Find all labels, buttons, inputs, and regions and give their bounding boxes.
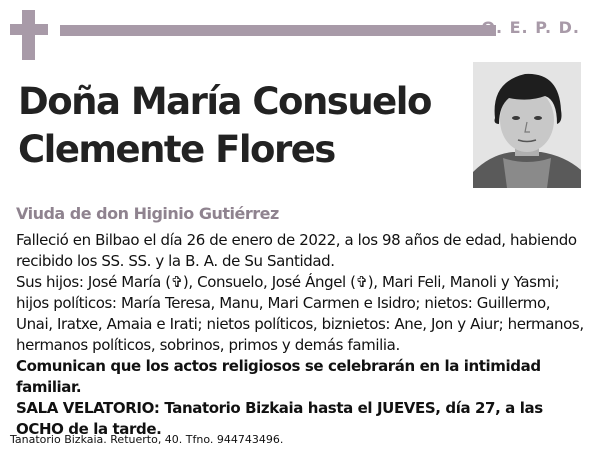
deceased-name-line2: Clemente Flores — [18, 128, 335, 171]
deceased-name-line1: Doña María Consuelo — [18, 80, 431, 123]
death-paragraph: Falleció en Bilbao el día 26 de enero de 2022, a los 98 años de edad, habiendo recibido los SS. SS. y la B. A. de Su Santidad. — [16, 231, 577, 270]
qepd-label: Q. E. P. D. — [481, 18, 580, 37]
header-rule — [60, 25, 496, 36]
deceased-name — [18, 78, 458, 174]
cross-icon — [10, 10, 48, 60]
widow-subtitle: Viuda de don Higinio Gutiérrez — [16, 204, 279, 223]
family-paragraph: Sus hijos: José María (✞), Consuelo, José Ángel (✞), Mari Feli, Manoli y Yasmi; hijos políticos: María Teresa, Manu, Mari Carmen e Isidro; nietos: Guillermo, Unai, Iratxe, Amaia e Irati; nietos políticos, biznietos: Ane, Jon y Aiur; hermanos, hermanos políticos, sobrinos, primos y demás familia. — [16, 273, 584, 354]
religious-acts-paragraph: Comunican que los actos religiosos se celebrarán en la intimidad familiar. — [16, 357, 541, 396]
funeral-home-footer: Tanatorio Bizkaia. Retuerto, 40. Tfno. 944743496. — [10, 433, 284, 446]
notice-body — [16, 230, 590, 440]
wake-room-paragraph: SALA VELATORIO: Tanatorio Bizkaia hasta el JUEVES, día 27, a las OCHO de la tarde. — [16, 399, 543, 438]
deceased-portrait-photo — [473, 62, 581, 188]
